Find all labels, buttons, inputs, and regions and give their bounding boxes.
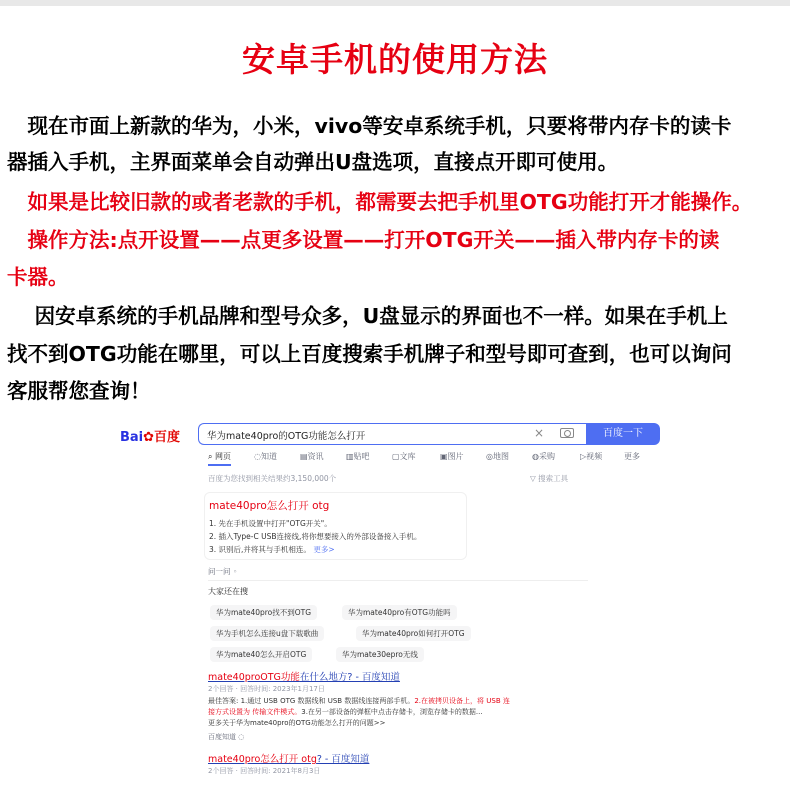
- paragraph-2-line-1: 如果是比较旧款的或者老款的手机，都需要去把手机里OTG功能打开才能操作。: [7, 190, 753, 214]
- tab-news[interactable]: [300, 451, 324, 462]
- search-input[interactable]: [199, 425, 519, 445]
- wenku-icon: ▢: [392, 452, 400, 461]
- result-2-meta: 2个回答 · 回答时间: 2021年8月3日: [208, 767, 321, 775]
- paragraph-3-line-1: 操作方法:点开设置——点更多设置——打开OTG开关——插入带内存卡的读: [7, 228, 720, 252]
- search-tools-label: 搜索工具: [538, 474, 569, 483]
- result-1-source: [208, 732, 244, 742]
- result-1-title[interactable]: [208, 669, 400, 683]
- baidu-logo[interactable]: [120, 426, 180, 445]
- search-box: [198, 423, 586, 445]
- map-icon: ◎: [486, 452, 493, 461]
- ask-link[interactable]: [208, 566, 237, 577]
- search-tabs: [208, 451, 668, 467]
- result-1-line-1: [208, 696, 510, 706]
- tab-video[interactable]: [580, 451, 602, 462]
- answer-card: [204, 492, 467, 560]
- tab-tieba[interactable]: [346, 451, 370, 462]
- zhidao-icon: ◌: [254, 452, 261, 461]
- answer-card-line: [209, 544, 335, 555]
- answer-card-title[interactable]: mate40pro怎么打开 otg: [209, 500, 330, 512]
- more-link[interactable]: 更多>: [313, 545, 335, 554]
- result-2-title-rest: ? - 百度知道: [316, 754, 370, 765]
- search-tools-button[interactable]: [530, 473, 568, 484]
- answer-card-line-text: 3. 识别后,并将其与手机相连。: [209, 545, 311, 554]
- paragraph-1-line-2: 器插入手机，主界面菜单会自动弹出U盘选项，直接点开即可使用。: [7, 150, 619, 174]
- result-1-line-1-text: 最佳答案: 1.通过 USB OTG 数据线和 USB 数据线连接两部手机。: [208, 697, 415, 705]
- result-count: 百度为您找到相关结果约3,150,000个: [208, 474, 337, 483]
- result-1-line-2-text: 3.在另一部设备的弹框中点击存储卡，浏览存储卡的数据...: [301, 708, 483, 716]
- news-icon: ▤: [300, 452, 308, 461]
- divider: [208, 580, 588, 581]
- tab-wenku-label: 文库: [399, 452, 416, 461]
- result-1-line-1-highlight: 2.在被拷贝设备上，将 USB 连: [414, 697, 510, 705]
- result-1-line-2: [208, 707, 483, 717]
- chat-icon: ◦: [232, 567, 238, 576]
- baidu-search-screenshot: [118, 416, 672, 784]
- tieba-icon: ▥: [346, 452, 354, 461]
- related-search-chip[interactable]: 华为mate30epro无线: [336, 647, 424, 662]
- logo-text-latin: Bai: [120, 430, 144, 445]
- tab-purchase-label: 采购: [538, 452, 555, 461]
- tab-images[interactable]: [440, 451, 464, 462]
- paragraph-4-line-1: 因安卓系统的手机品牌和型号众多，U盘显示的界面也不一样。如果在手机上: [7, 304, 728, 328]
- paragraph-4-line-3: 客服帮您查询！: [7, 379, 151, 403]
- tab-news-label: 资讯: [307, 452, 324, 461]
- paragraph-3-line-2: 卡器。: [7, 265, 69, 289]
- result-1-source-label: 百度知道: [208, 733, 236, 741]
- related-search-chip[interactable]: 华为手机怎么连接u盘下载歌曲: [210, 626, 324, 641]
- tab-zhidao[interactable]: [254, 451, 277, 462]
- also-search-heading: 大家还在搜: [208, 587, 248, 596]
- tab-web[interactable]: [208, 451, 231, 466]
- tab-tieba-label: 贴吧: [353, 452, 370, 461]
- image-icon: ▣: [440, 452, 448, 461]
- paw-icon: ✿: [143, 430, 155, 445]
- ask-label: 问一问: [208, 567, 231, 576]
- tab-images-label: 图片: [447, 452, 464, 461]
- tab-wenku[interactable]: [392, 451, 416, 462]
- tab-zhidao-label: 知道: [260, 452, 277, 461]
- video-icon: ▷: [580, 452, 587, 461]
- purchase-icon: ◍: [532, 452, 539, 461]
- result-2-title[interactable]: [208, 751, 369, 765]
- filter-icon: ▽: [530, 474, 536, 483]
- paragraph-4-line-2: 找不到OTG功能在哪里，可以上百度搜索手机牌子和型号即可查到，也可以询问: [7, 342, 732, 366]
- tab-more[interactable]: 更多: [624, 452, 640, 461]
- tab-web-label: 网页: [215, 452, 232, 461]
- result-1-title-highlight: mate40proOTG功能: [208, 672, 300, 683]
- answer-card-line: 2. 插入Type-C USB连接线,将你想要接入的外部设备接入手机。: [209, 532, 422, 541]
- related-search-chip[interactable]: 华为mate40pro有OTG功能吗: [342, 605, 457, 620]
- result-1-more-link[interactable]: 更多关于华为mate40pro的OTG功能怎么打开的问题>>: [208, 719, 386, 727]
- answer-card-line: 1. 先在手机设置中打开"OTG开关"。: [209, 519, 332, 528]
- camera-icon[interactable]: [560, 428, 574, 438]
- page-title: 安卓手机的使用方法: [242, 40, 548, 79]
- search-icon: ⌕: [208, 452, 213, 461]
- result-1-title-rest: 在什么地方? - 百度知道: [299, 672, 400, 683]
- result-1-meta: 2个回答 · 回答时间: 2023年1月17日: [208, 685, 325, 693]
- tab-map[interactable]: [486, 451, 509, 462]
- tab-purchase[interactable]: [532, 451, 555, 462]
- top-border: [0, 0, 790, 6]
- related-search-chip[interactable]: 华为mate40pro如何打开OTG: [356, 626, 471, 641]
- tab-video-label: 视频: [586, 452, 603, 461]
- related-search-chip[interactable]: 华为mate40pro找不到OTG: [210, 605, 317, 620]
- result-1-line-2-highlight: 接方式设置为 传输文件模式。: [208, 708, 302, 716]
- tab-map-label: 地图: [492, 452, 509, 461]
- related-search-chip[interactable]: 华为mate40怎么开启OTG: [210, 647, 312, 662]
- search-button[interactable]: 百度一下: [586, 423, 660, 445]
- clear-icon[interactable]: ×: [534, 426, 545, 440]
- source-icon: ◌: [238, 733, 245, 741]
- paragraph-1-line-1: 现在市面上新款的华为，小米，vivo等安卓系统手机，只要将带内存卡的读卡: [7, 114, 732, 138]
- logo-text-chinese: 百度: [154, 430, 181, 445]
- result-2-title-highlight: mate40pro怎么打开 otg: [208, 754, 317, 765]
